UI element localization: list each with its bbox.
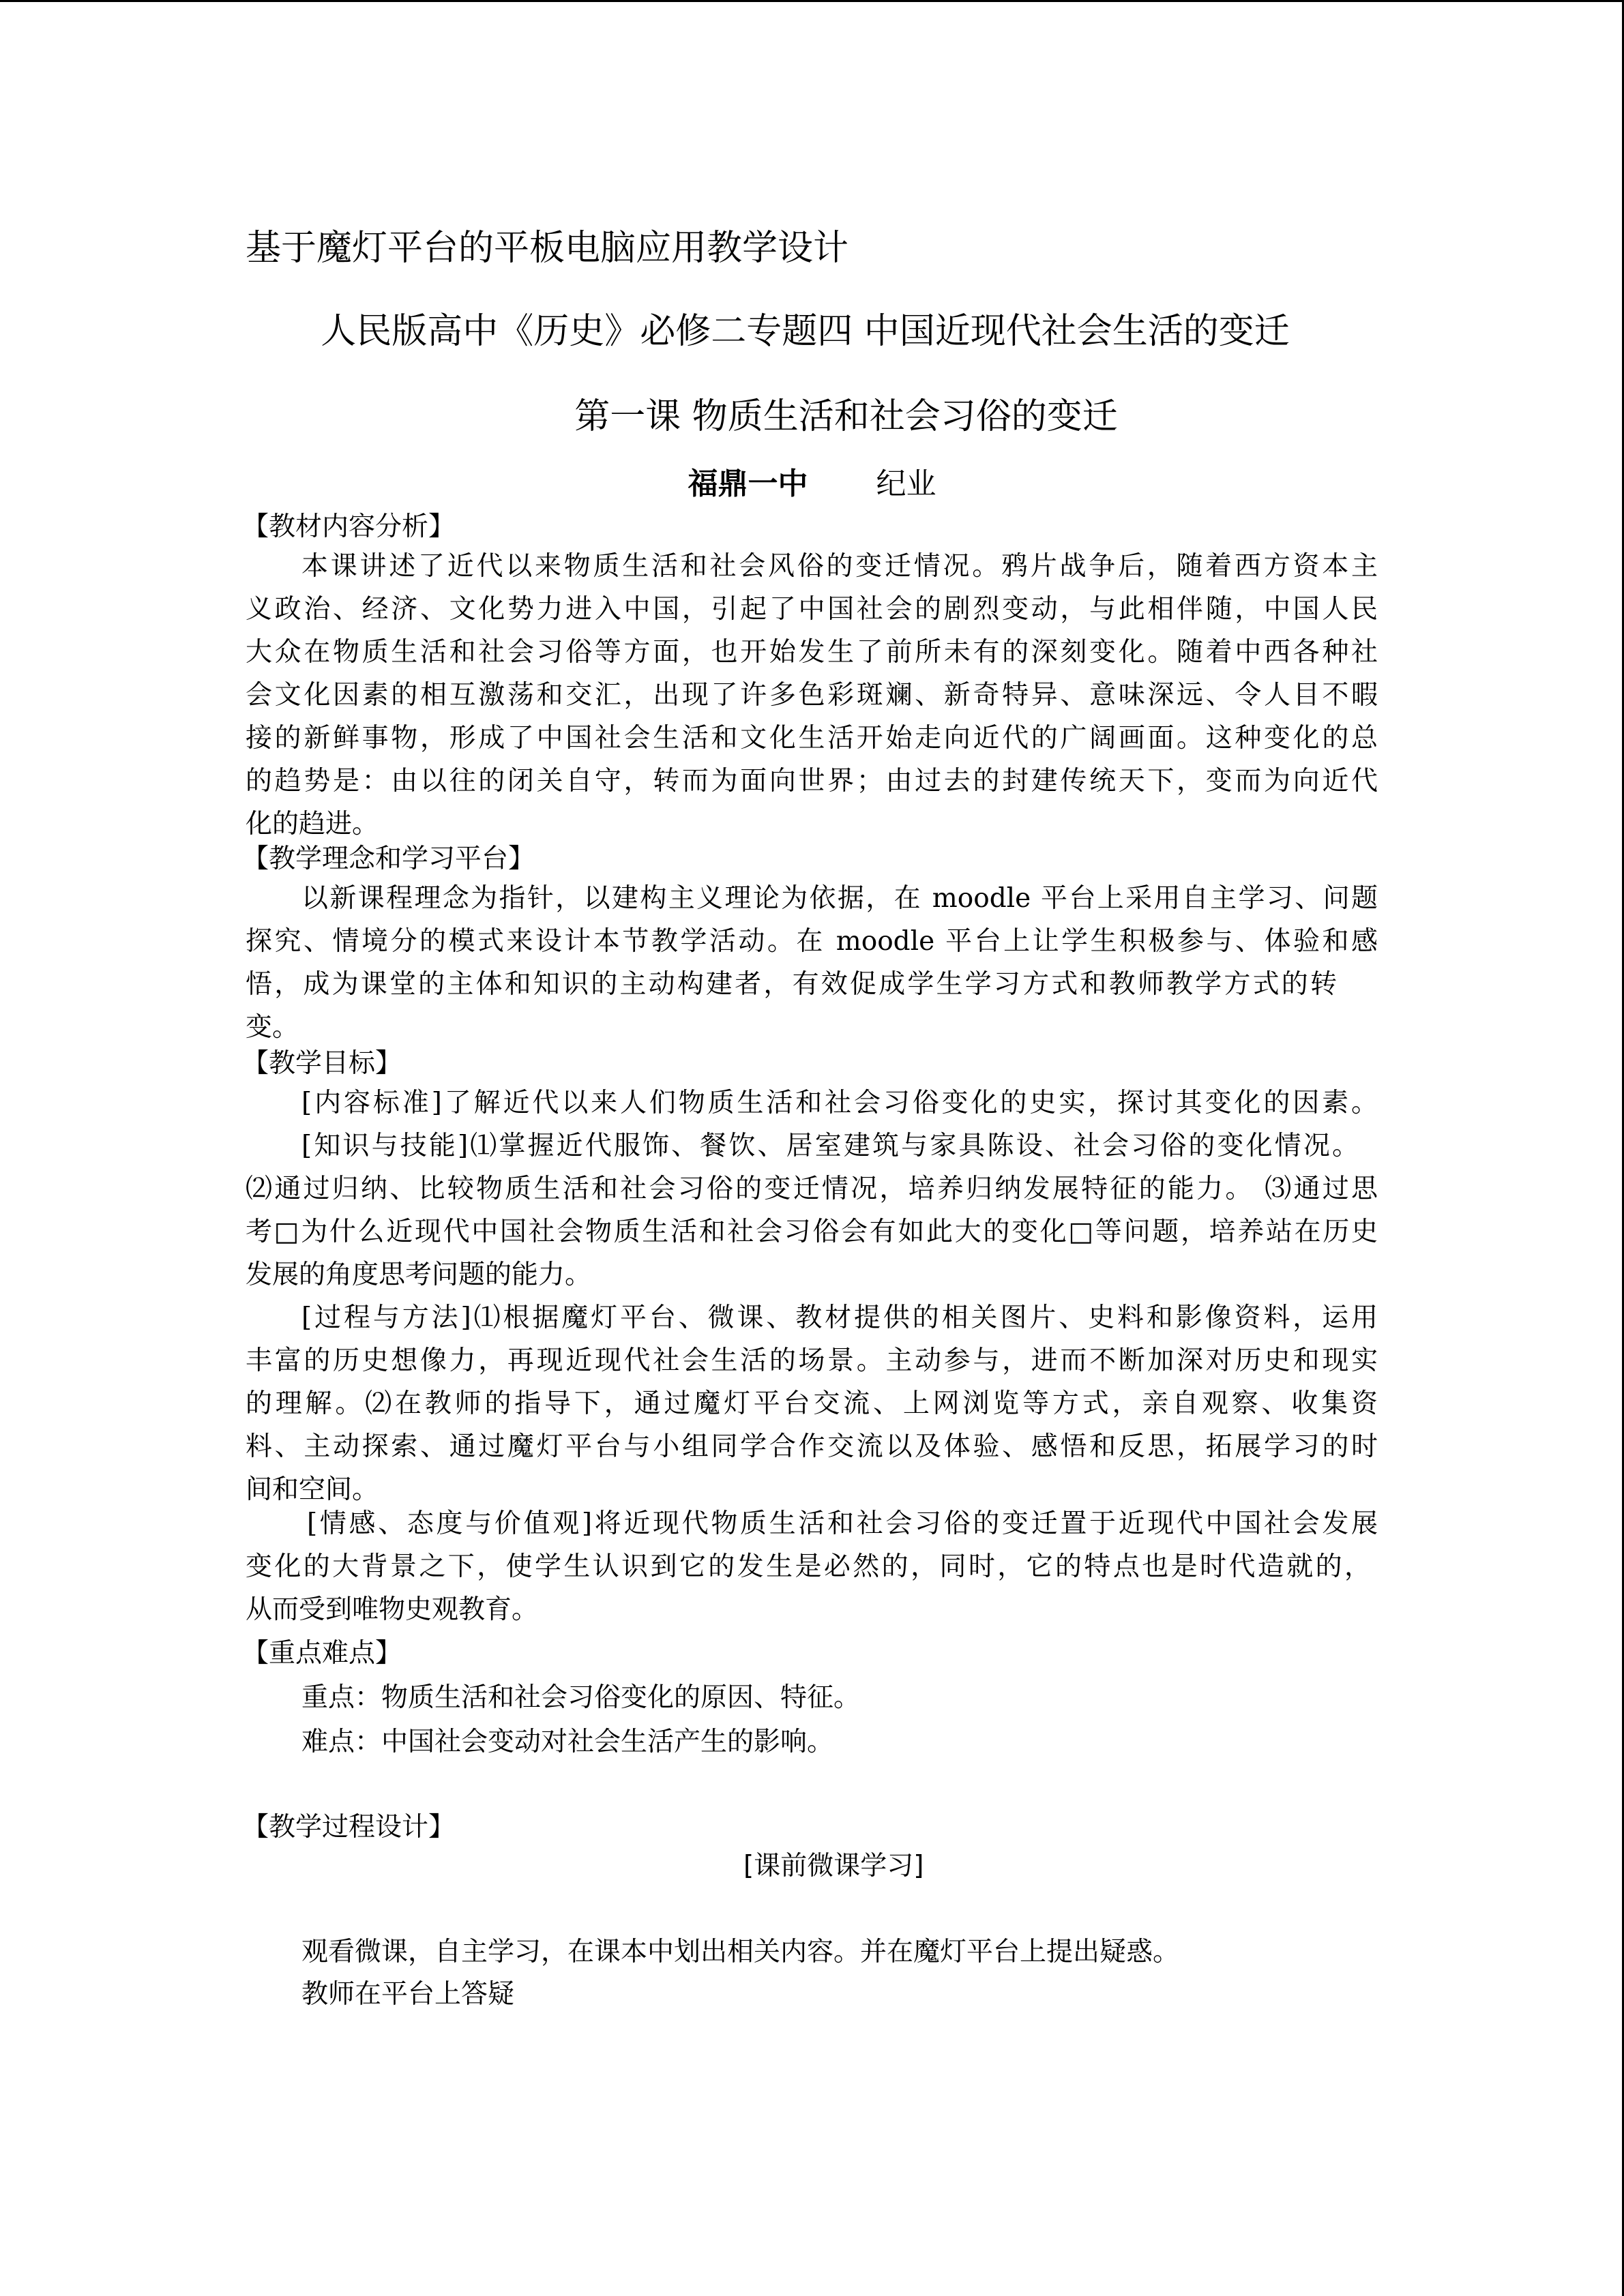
process-line: 间和空间。 (246, 1474, 379, 1505)
analysis-line: 化的趋进。 (246, 809, 379, 839)
process-design-line: 教师在平台上答疑 (301, 1979, 515, 2010)
document-subtitle: 人民版高中《历史》必修二专题四 中国近现代社会生活的变迁 (321, 311, 1290, 352)
process-design-line: 观看微课，自主学习，在课本中划出相关内容。并在魔灯平台上提出疑惑。 (301, 1937, 1180, 1967)
author-name: 纪业 (876, 466, 936, 501)
philosophy-line: 悟，成为课堂的主体和知识的主动构建者，有效促成学生学习方式和教师教学方式的转 (246, 969, 1337, 1000)
objective-standard: [内容标准]了解近代以来人们物质生活和社会习俗变化的史实，探讨其变化的因素。 (301, 1088, 1378, 1118)
school-name: 福鼎一中 (688, 466, 808, 501)
philosophy-heading: 【教学理念和学习平台】 (242, 844, 535, 874)
document-title: 基于魔灯平台的平板电脑应用教学设计 (246, 228, 849, 269)
process-line: 料、主动探索、通过魔灯平台与小组同学合作交流以及体验、感悟和反思，拓展学习的时 (246, 1431, 1378, 1462)
knowledge-line: 考□为什么近现代中国社会物质生活和社会习俗会有如此大的变化□等问题，培养站在历史 (246, 1217, 1378, 1247)
philosophy-line: 以新课程理念为指针，以建构主义理论为依据，在 moodle 平台上采用自主学习、问题 (301, 883, 1378, 914)
philosophy-line: 探究、情境分的模式来设计本节教学活动。在 moodle 平台上让学生积极参与、体验和感 (246, 926, 1378, 957)
stage-label: [课前微课学习] (743, 1851, 924, 1881)
philosophy-line: 变。 (246, 1012, 299, 1043)
analysis-line: 的趋势是：由以往的闭关自守，转而为面向世界；由过去的封建传统天下，变而为向近代 (246, 766, 1378, 796)
emotion-line: 从而受到唯物史观教育。 (246, 1594, 539, 1625)
byline (0, 459, 1624, 503)
objectives-heading: 【教学目标】 (242, 1048, 402, 1079)
analysis-line: 本课讲述了近代以来物质生活和社会风俗的变迁情况。鸦片战争后，随着西方资本主 (301, 551, 1378, 582)
analysis-line: 会文化因素的相互激荡和交汇，出现了许多色彩斑斓、新奇特异、意味深远、令人目不暇 (246, 680, 1378, 711)
process-design-heading: 【教学过程设计】 (242, 1812, 456, 1843)
analysis-line: 大众在物质生活和社会习俗等方面，也开始发生了前所未有的深刻变化。随着中西各种社 (246, 637, 1378, 668)
knowledge-line: ⑵通过归纳、比较物质生活和社会习俗的变迁情况，培养归纳发展特征的能力。 ⑶通过思 (246, 1174, 1378, 1204)
process-line: 的理解。⑵在教师的指导下，通过魔灯平台交流、上网浏览等方式，亲自观察、收集资 (246, 1388, 1378, 1419)
process-line: 丰富的历史想像力，再现近现代社会生活的场景。主动参与，进而不断加深对历史和现实 (246, 1345, 1378, 1376)
key-points-heading: 【重点难点】 (242, 1638, 402, 1669)
process-line: [过程与方法]⑴根据魔灯平台、微课、教材提供的相关图片、史料和影像资料，运用 (301, 1302, 1378, 1333)
difficulty-point: 难点：中国社会变动对社会生活产生的影响。 (301, 1727, 834, 1757)
emotion-line: [情感、态度与价值观]将近现代物质生活和社会习俗的变迁置于近现代中国社会发展 (307, 1508, 1378, 1539)
knowledge-line: [知识与技能]⑴掌握近代服饰、餐饮、居室建筑与家具陈设、社会习俗的变化情况。 (301, 1131, 1359, 1161)
lesson-title: 第一课 物质生活和社会习俗的变迁 (574, 396, 1118, 437)
analysis-line: 接的新鲜事物，形成了中国社会生活和文化生活开始走向近代的广阔画面。这种变化的总 (246, 723, 1378, 754)
emotion-line: 变化的大背景之下，使学生认识到它的发生是必然的，同时，它的特点也是时代造就的， (246, 1551, 1371, 1582)
key-point: 重点：物质生活和社会习俗变化的原因、特征。 (301, 1682, 861, 1713)
analysis-heading: 【教材内容分析】 (242, 511, 456, 542)
analysis-line: 义政治、经济、文化势力进入中国，引起了中国社会的剧烈变动，与此相伴随，中国人民 (246, 594, 1378, 625)
knowledge-line: 发展的角度思考问题的能力。 (246, 1259, 592, 1290)
